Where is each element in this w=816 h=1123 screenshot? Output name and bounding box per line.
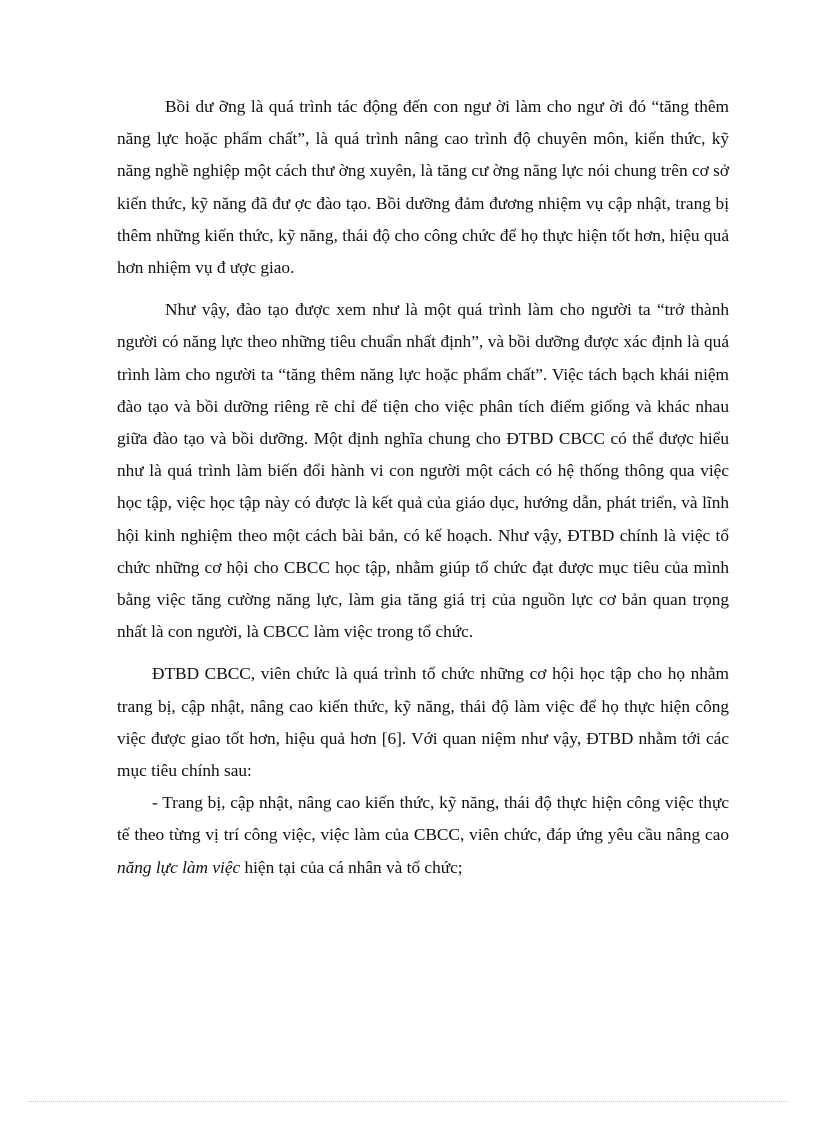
- paragraph-1: Bồi dư ỡng là quá trình tác động đến con ngư ời làm cho ngư ời đó “tăng thêm năng lực hoặc phẩm chất”, là quá trình nâng cao trình độ chuyên môn, kiến thức, kỹ năng nghề nghiệp một cách thư ờng xuyên, là tăng cư ờng năng lực nói chung trên cơ sở kiến thức, kỹ năng đã đư ợc đào tạo. Bồi dưỡng đảm đương nhiệm vụ cập nhật, trang bị thêm những kiến thức, kỹ năng, thái độ cho công chức để họ thực hiện tốt hơn, hiệu quả hơn nhiệm vụ đ ược giao.: [117, 97, 729, 278]
- page-bottom-divider: [28, 1101, 788, 1102]
- paragraph-4: [117, 787, 729, 884]
- paragraph-4-text-start: - Trang bị, cập nhật, nâng cao kiến thức, kỹ năng, thái độ thực hiện công việc thực tế theo từng vị trí công việc, việc làm của CBCC, viên chức, đáp ứng yêu cầu nâng cao: [117, 793, 729, 845]
- paragraph-2: Như vậy, đào tạo được xem như là một quá trình làm cho người ta “trở thành người có năng lực theo những tiêu chuẩn nhất định”, và bồi dưỡng được xác định là quá trình làm cho người ta “tăng thêm năng lực hoặc phẩm chất”. Việc tách bạch khái niệm đào tạo và bồi dưỡng riêng rẽ chỉ để tiện cho việc phân tích điểm giống và khác nhau giữa đào tạo và bồi dưỡng. Một định nghĩa chung cho ĐTBD CBCC có thể được hiểu như là quá trình làm biến đổi hành vi con người một cách có hệ thống thông qua việc học tập, việc học tập này có được là kết quả của giáo dục, hướng dẫn, phát triển, và lĩnh hội kinh nghiệm theo một cách bài bản, có kế hoạch. Như vậy, ĐTBD chính là việc tổ chức những cơ hội cho CBCC học tập, nhằm giúp tổ chức đạt được mục tiêu của mình bằng việc tăng cường năng lực, làm gia tăng giá trị của nguồn lực cơ bản quan trọng nhất là con người, là CBCC làm việc trong tổ chức.: [117, 300, 729, 642]
- paragraph-3: ĐTBD CBCC, viên chức là quá trình tổ chức những cơ hội học tập cho họ nhằm trang bị, cập nhật, nâng cao kiến thức, kỹ năng, thái độ làm việc để họ thực hiện công việc được giao tốt hơn, hiệu quả hơn [6]. Với quan niệm như vậy, ĐTBD nhằm tới các mục tiêu chính sau:: [117, 664, 729, 781]
- paragraph-4-text-end: hiện tại của cá nhân và tổ chức;: [240, 857, 463, 877]
- document-body: [117, 91, 729, 884]
- paragraph-4-italic-phrase: năng lực làm việc: [117, 857, 241, 877]
